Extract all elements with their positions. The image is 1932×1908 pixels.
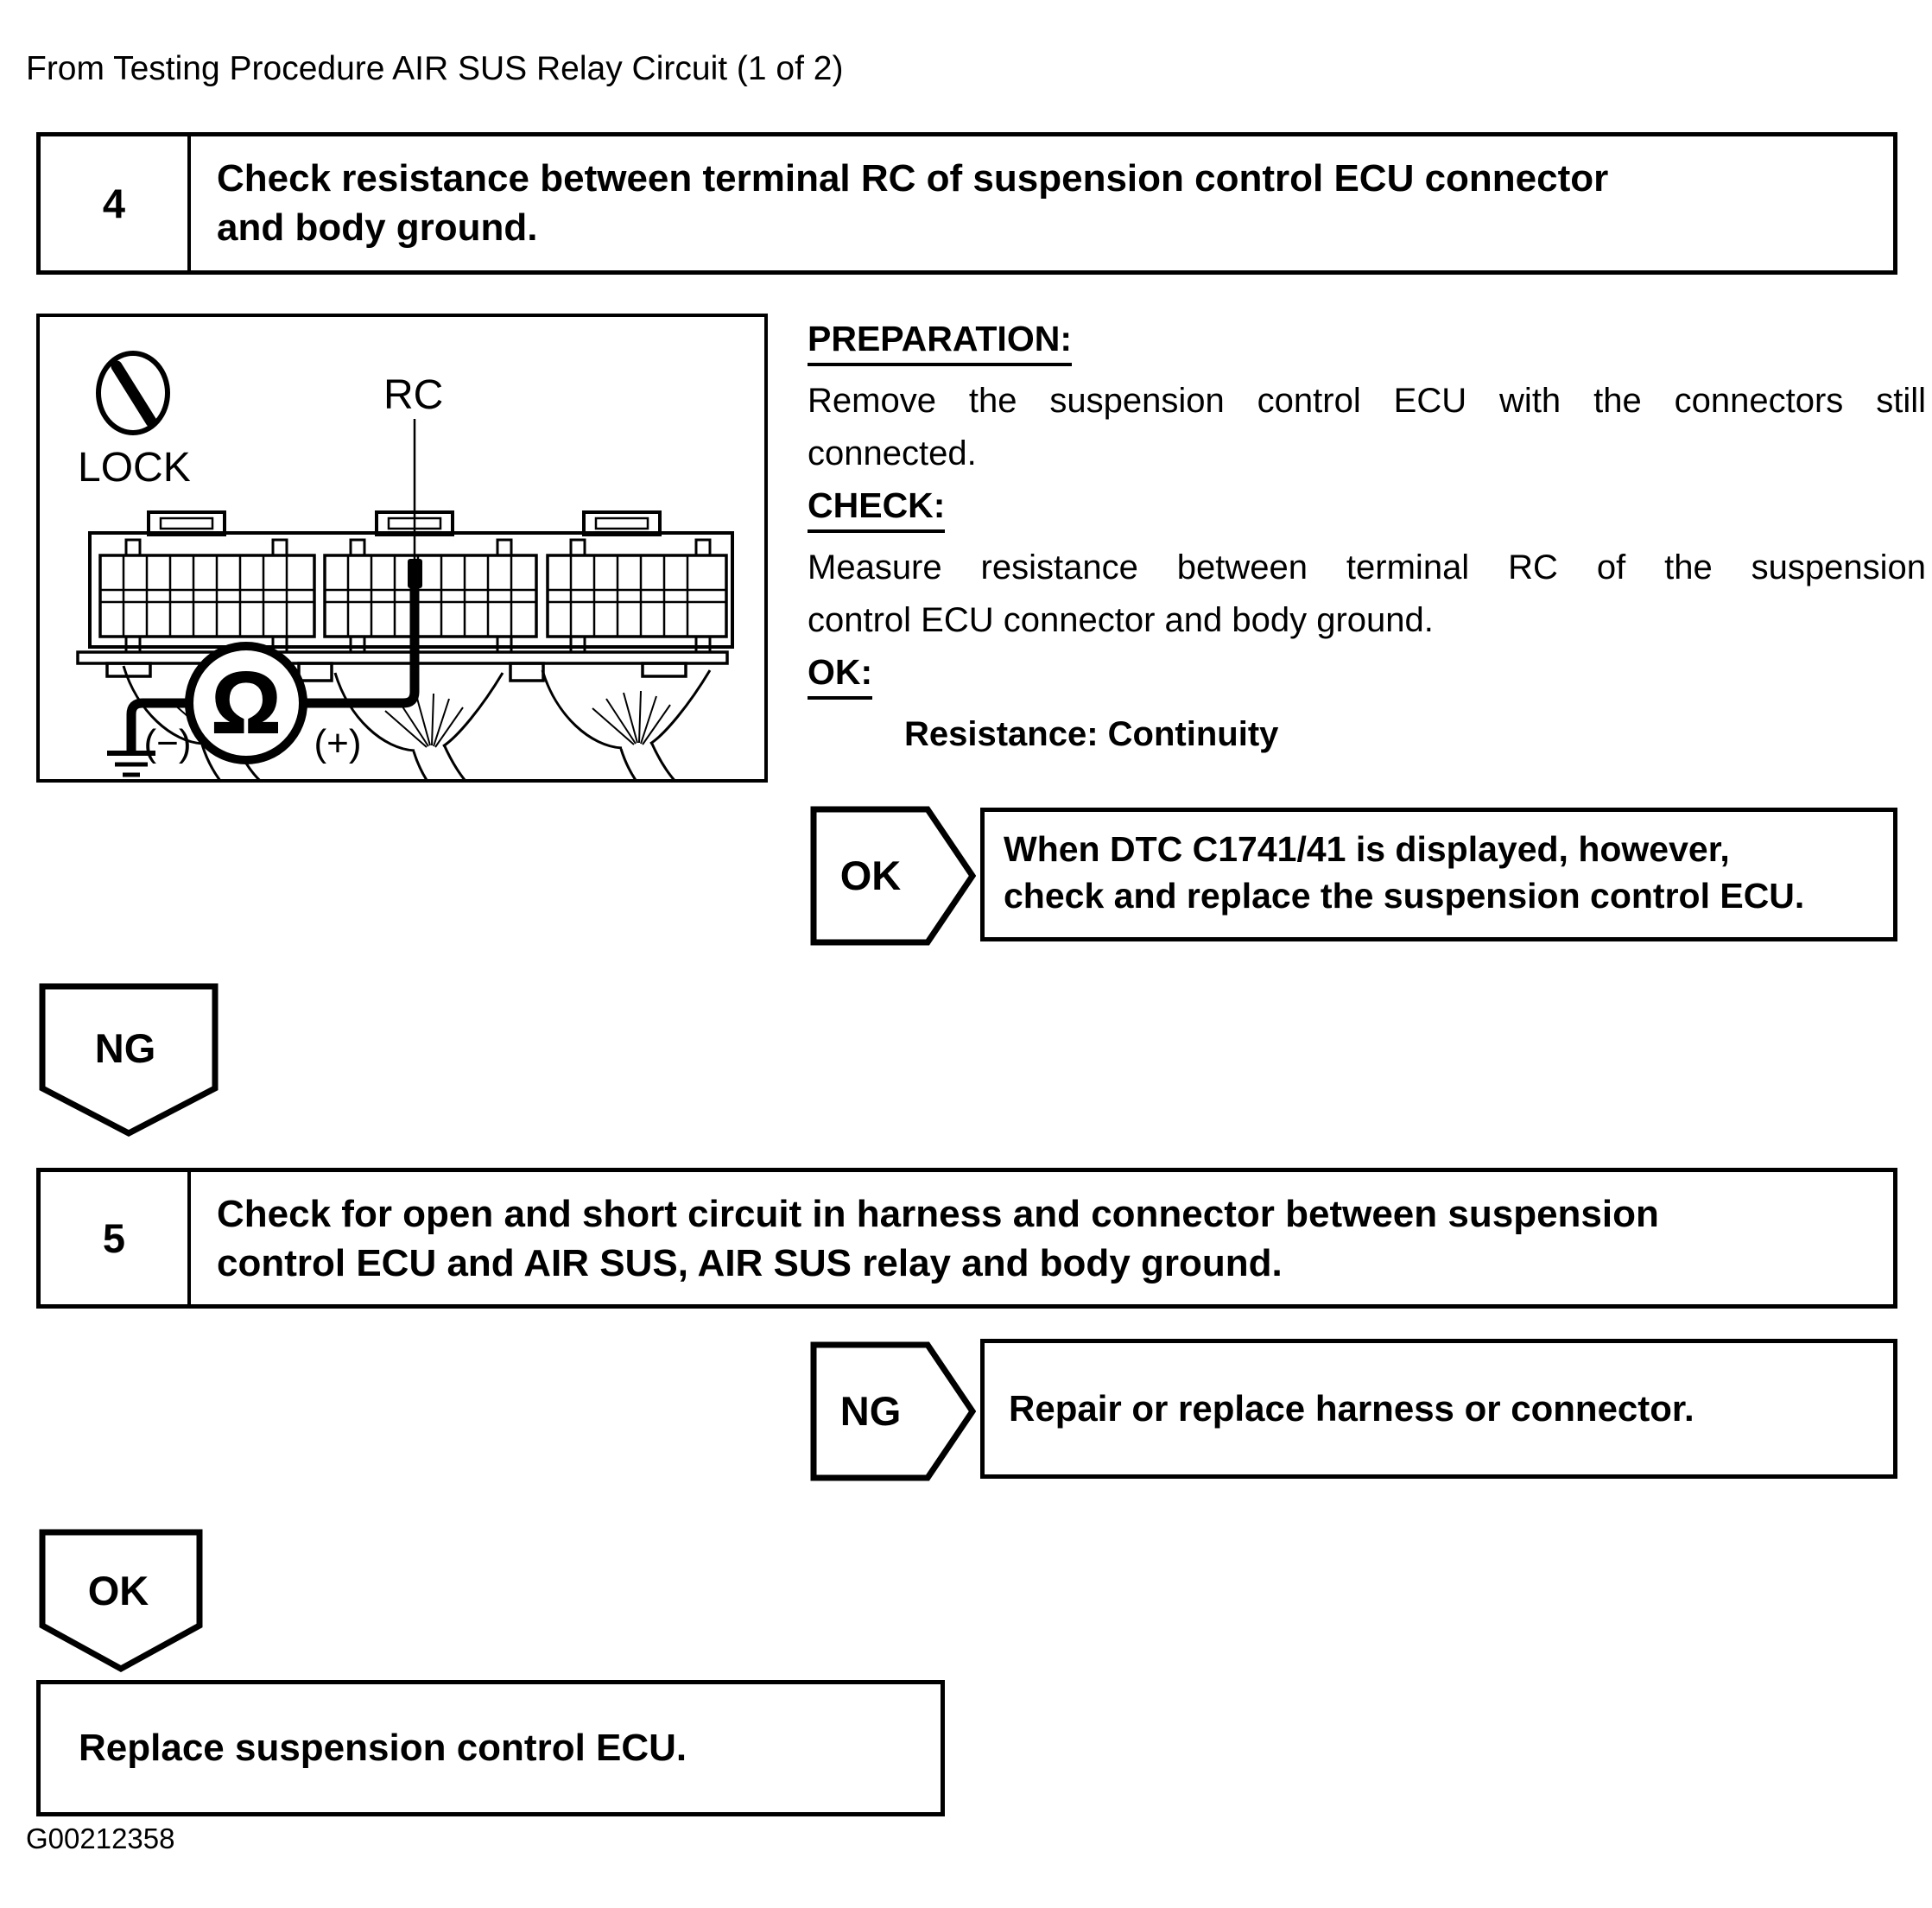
ng-branch-label: NG	[839, 1388, 902, 1434]
ohmmeter-icon	[189, 646, 303, 760]
figure-code: G00212358	[26, 1822, 175, 1854]
check-heading: CHECK:	[808, 485, 945, 533]
ok-continue-label: OK	[87, 1568, 149, 1613]
rc-terminal-label: RC	[383, 372, 444, 418]
step-4-instruction: Check resistance between terminal RC of suspension control ECU connector and body ground.	[217, 157, 1609, 249]
figure-box	[36, 314, 768, 783]
ng-result-text: Repair or replace harness or connector.	[1009, 1388, 1694, 1429]
ok-spec: Resistance: Continuity	[904, 715, 1279, 753]
ok-branch-arrow	[810, 806, 976, 950]
connector-illustration	[40, 317, 764, 779]
ok-result-box	[980, 808, 1897, 941]
probe-wire	[304, 574, 415, 703]
ecu-connectors	[78, 512, 732, 681]
ok-continue-arrow	[39, 1529, 203, 1678]
ok-branch-label: OK	[839, 853, 902, 898]
step-5-instruction: Check for open and short circuit in harness and connector between suspension control ECU and AIR SUS, AIR SUS relay and body ground.	[217, 1193, 1659, 1284]
step-5-box	[36, 1168, 1897, 1309]
step-4-number: 4	[41, 136, 191, 270]
ng-branch-arrow	[810, 1341, 976, 1486]
step-4-box	[36, 132, 1897, 275]
final-action-text: Replace suspension control ECU.	[79, 1727, 687, 1769]
preparation-heading: PREPARATION:	[808, 318, 1072, 366]
final-action-box	[36, 1680, 945, 1816]
negative-probe-label: (−)	[143, 722, 192, 764]
lock-label: LOCK	[78, 445, 191, 491]
details-panel	[808, 314, 1926, 761]
page-title: From Testing Procedure AIR SUS Relay Circuit (1 of 2)	[26, 50, 844, 87]
lock-icon	[98, 353, 168, 433]
ng-result-box	[980, 1339, 1897, 1479]
ok-result-text: When DTC C1741/41 is displayed, however, check and replace the suspension control ECU.	[1004, 829, 1805, 916]
preparation-text: Remove the suspension control ECU with the connectors still connected.	[808, 382, 1926, 472]
ok-heading: OK:	[808, 651, 872, 700]
ng-continue-label: NG	[94, 1025, 156, 1071]
ohmmeter-symbol: Ω	[211, 655, 282, 751]
positive-probe-label: (+)	[314, 722, 362, 764]
check-text: Measure resistance between terminal RC of the suspension control ECU connector and body ground.	[808, 548, 1926, 639]
step-5-number: 5	[41, 1172, 191, 1304]
ng-continue-arrow	[39, 983, 219, 1143]
